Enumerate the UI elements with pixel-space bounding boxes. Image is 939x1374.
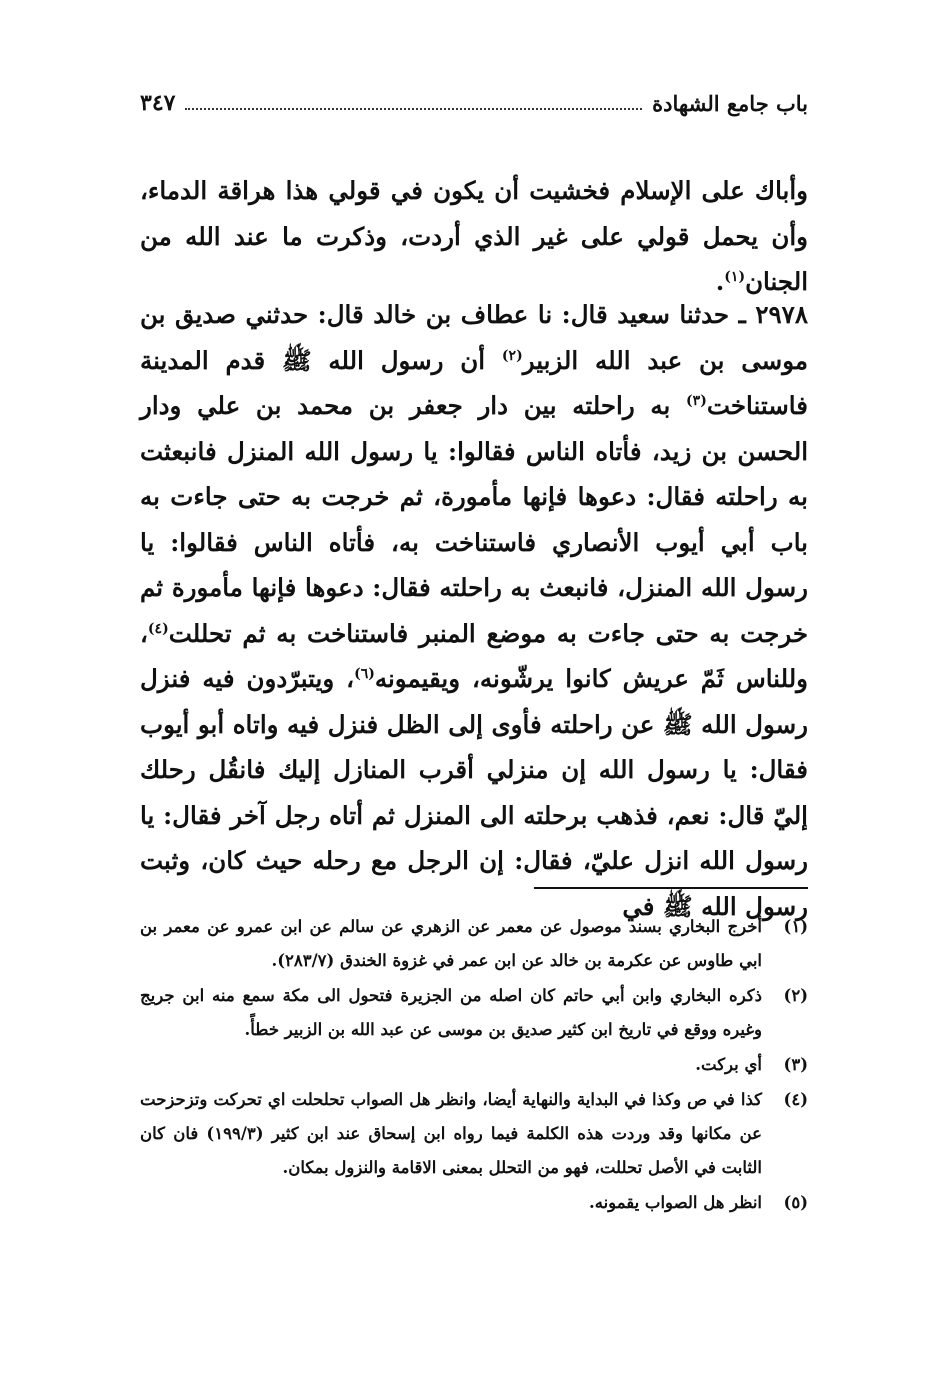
- footnotes: [140, 910, 808, 1221]
- footnote-text: أخرج البخاري بسند موصول عن معمر عن الزهري عن سالم عن ابن عمرو عن معمر بن ابي طاوس عن عكرمة بن خالد عن ابن عمر في غزوة الخندق (٢٨٣/٧).: [140, 917, 762, 970]
- chapter-title: باب جامع الشهادة: [652, 90, 808, 116]
- footnote-number: (٤): [783, 1090, 808, 1109]
- footnote-separator: [534, 887, 808, 889]
- hadith-text-2: أن رسول الله ﷺ قدم المدينة فاستناخت: [140, 345, 808, 420]
- footnote-number: (٢): [783, 986, 808, 1005]
- footnote-text: انظر هل الصواب يقمونه.: [589, 1193, 762, 1212]
- footnote-item: [140, 1083, 808, 1185]
- page-header: [140, 86, 808, 120]
- hadith-text-5: ، ويتبرّدون فيه فنزل رسول الله ﷺ عن راحلته فأوى إلى الظل فنزل فيه واتاه أبو أيوب فقال: يا رسول الله إن منزلي أقرب المنازل إليك فانقُل رحلك إليّ قال: نعم، فذهب برحلته الى المنزل ثم أتاه رجل آخر فقال: يا رسول الله انزل عليّ، فقال: إن الرجل مع رحله حيث كان، وثبت رسول الله ﷺ في: [140, 664, 808, 921]
- footnote-item: [140, 1186, 808, 1220]
- footnote-number: (٥): [783, 1193, 808, 1212]
- footnote-ref-6: (٦): [354, 665, 375, 682]
- continuation-paragraph: [140, 168, 808, 305]
- footnote-item: [140, 1048, 808, 1082]
- footnote-ref-4: (٤): [147, 620, 169, 637]
- hadith-paragraph: [140, 292, 808, 929]
- footnote-item: [140, 979, 808, 1047]
- dotted-leader: [185, 96, 642, 110]
- continuation-end: .: [715, 267, 725, 296]
- footnote-number: (١): [783, 917, 808, 936]
- footnote-ref-1: (١): [724, 268, 746, 285]
- hadith-number: ٢٩٧٨: [755, 300, 808, 329]
- continuation-text: وأباك على الإسلام فخشيت أن يكون في قولي هذا هراقة الدماء، وأن يحمل قولي على غير الذي أردت، وذكرت ما عند الله من الجنان: [140, 176, 808, 296]
- footnote-text: كذا في ص وكذا في البداية والنهاية أيضا، وانظر هل الصواب تحلحلت اي تحركت وتزحزحت عن مكانها وقد وردت هذه الكلمة فيما رواه ابن إسحاق عند ابن كثير (١٩٩/٣) فان كان الثابت في الأصل تحللت، فهو من التحلل بمعنى الاقامة والنزول بمكان.: [140, 1090, 763, 1177]
- hadith-text-3: به راحلته بين دار جعفر بن محمد بن علي ودار الحسن بن زيد، فأتاه الناس فقالوا: يا رسول الله المنزل فانبعثت به راحلته فقال: دعوها فإنها مأمورة، ثم خرجت به حتى جاءت به باب أبي أيوب الأنصاري فاستناخت به، فأتاه الناس فقالوا: يا رسول الله المنزل، فانبعث به راحلته فقال: دعوها فإنها مأمورة ثم خرجت به حتى جاءت به موضع المنبر فاستناخت به ثم تحللت: [140, 391, 808, 648]
- hadith-text-1: ـ حدثنا سعيد قال: نا عطاف بن خالد قال: حدثني صديق بن موسى بن عبد الله الزبير: [140, 300, 808, 375]
- footnote-text: أي بركت.: [695, 1055, 762, 1074]
- footnote-ref-2: (٢): [501, 347, 523, 364]
- page-number: ٣٤٧: [140, 90, 176, 116]
- footnote-ref-3: (٣): [686, 392, 707, 409]
- footnote-item: [140, 910, 808, 978]
- footnote-number: (٣): [783, 1055, 808, 1074]
- hadith-text-4: ، وللناس ثَمّ عريش كانوا يرشّونه، ويقيمونه: [140, 618, 808, 693]
- footnote-text: ذكره البخاري وابن أبي حاتم كان اصله من الجزيرة فتحول الى مكة سمع منه ابن جريج وغيره ووقع في تاريخ ابن كثير صديق بن موسى عن عبد الله بن الزبير خطأً.: [140, 986, 762, 1039]
